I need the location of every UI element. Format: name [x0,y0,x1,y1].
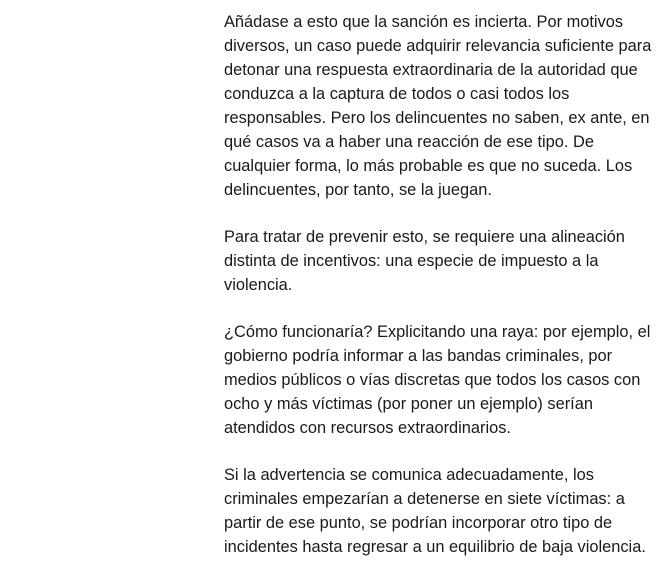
paragraph-line: responsables. Pero los delincuentes no saben, ex ante, en [224,109,650,127]
paragraph-line: detonar una respuesta extraordinaria de la autoridad que [224,61,638,79]
paragraph-line: delincuentes, por tanto, se la juegan. [224,181,492,199]
paragraph-line: criminales empezarían a detenerse en siete víctimas: a [224,490,625,508]
paragraph-line: incidentes hasta regresar a un equilibrio de baja violencia. [224,538,646,556]
paragraph-line: Si la advertencia se comunica adecuadamente, los [224,466,594,484]
paragraph-line: qué casos va a haber una reacción de ese tipo. De [224,133,594,151]
paragraph-line: distinta de incentivos: una especie de impuesto a la [224,252,599,270]
paragraph-line: gobierno podría informar a las bandas criminales, por [224,347,613,365]
paragraph-1 [224,10,664,202]
paragraph-line: diversos, un caso puede adquirir relevancia suficiente para [224,37,652,55]
article-body [224,10,664,582]
paragraph-line: ocho y más víctimas (por poner un ejemplo) serían [224,395,593,413]
paragraph-3 [224,320,664,440]
paragraph-line: medios públicos o vías discretas que todos los casos con [224,371,641,389]
paragraph-line: ¿Cómo funcionaría? Explicitando una raya: por ejemplo, el [224,323,651,341]
paragraph-line: violencia. [224,276,293,294]
paragraph-line: conduzca a la captura de todos o casi todos los [224,85,570,103]
paragraph-2 [224,225,664,297]
paragraph-line: cualquier forma, lo más probable es que no suceda. Los [224,157,633,175]
paragraph-line: Para tratar de prevenir esto, se requiere una alineación [224,228,625,246]
paragraph-line: Añádase a esto que la sanción es incierta. Por motivos [224,13,624,31]
paragraph-line: partir de ese punto, se podrían incorporar otro tipo de [224,514,613,532]
paragraph-line: atendidos con recursos extraordinarios. [224,419,511,437]
paragraph-4 [224,463,664,559]
